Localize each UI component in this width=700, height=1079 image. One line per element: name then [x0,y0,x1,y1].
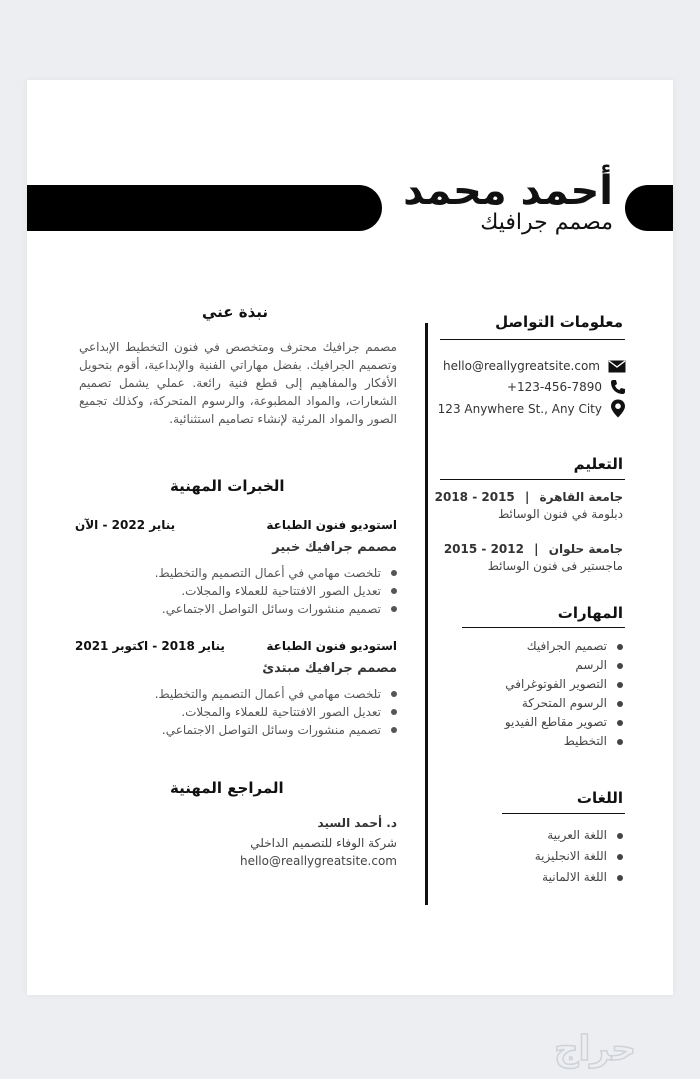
list-item: اللغة الانجليزية [535,846,623,867]
bullet-icon [391,570,397,576]
list-item: تلخصت مهامي في أعمال التصميم والتخطيط. [155,564,397,582]
list-item: اللغة الالمانية [535,867,623,888]
list-item: التصوير الفوتوغرافي [505,675,623,694]
job-1-period: يناير 2022 - الآن [75,518,176,532]
job-1-company: استوديو فنون الطباعة [266,518,397,532]
education-item-2-school: جامعة حلوان [548,542,623,556]
education-item-1-years: 2015 - 2018 [434,490,515,504]
education-item-1-header: جامعة القاهرة | 2015 - 2018 [434,490,623,504]
about-heading: نبذة عني [202,303,269,321]
contact-address: 123 Anywhere St., Any City [437,401,602,416]
references-heading: المراجع المهنية [170,779,284,797]
list-item: تعديل الصور الافتتاحية للعملاء والمجلات. [155,582,397,600]
languages-rule [502,813,625,814]
contact-phone-row [507,379,626,395]
reference-name: د. أحمد السيد [317,816,397,830]
bullet-icon [617,682,623,688]
job-2-tasks [155,685,397,739]
education-item-2-degree: ماجستير فى فنون الوسائط [487,559,623,573]
contact-email[interactable]: hello@reallygreatsite.com [442,359,600,373]
education-rule [440,479,625,480]
header-bar-right [625,185,673,231]
bullet-icon [617,854,623,860]
list-item: تعديل الصور الافتتاحية للعملاء والمجلات. [155,703,397,721]
list-item: الرسوم المتحركة [505,694,623,713]
skills-list [505,637,623,751]
bullet-icon [391,606,397,612]
about-text: مصمم جرافيك محترف ومتخصص في فنون التخطيط الإبداعي وتصميم الجرافيك. بفضل مهاراتي الفنية والإبداعية، أقوم بتحويل الأفكار والمفاهيم إلى قطع فنية رائعة. عملي يشمل تصميم الشعارات، والمواد المطبوعة، والرسوم المتحركة، وكذلك تجميع الصور والمواد المرئية لإنشاء تصاميم استثنائية. [79,340,397,426]
list-item: تصميم منشورات وسائل التواصل الاجتماعي. [155,600,397,618]
list-item: التخطيط [505,732,623,751]
bullet-icon [617,720,623,726]
bullet-icon [391,727,397,733]
phone-icon [610,379,626,395]
education-item-2-header: جامعة حلوان | 2012 - 2015 [443,542,623,556]
contact-email-row [443,359,626,373]
resume-page [27,80,673,995]
job-2-header [75,639,397,653]
bullet-icon [617,833,623,839]
bullet-icon [391,709,397,715]
resume-job-title: مصمم جرافيك [480,210,613,235]
experience-heading: الخبرات المهنية [170,477,285,495]
skills-heading: المهارات [557,604,623,622]
contact-phone[interactable]: +123-456-7890 [506,380,602,394]
job-2-company: استوديو فنون الطباعة [266,639,397,653]
contact-rule [440,339,625,340]
job-1-role: مصمم جرافيك خبير [272,540,397,555]
job-1-tasks [155,564,397,618]
list-item: تصميم منشورات وسائل التواصل الاجتماعي. [155,721,397,739]
contact-address-row [438,399,626,418]
education-item-1-school: جامعة القاهرة [539,490,623,504]
job-2-role: مصمم جرافيك مبتدئ [262,661,397,676]
watermark-text: حراج [554,1029,636,1069]
list-item: تصوير مقاطع الفيديو [505,713,623,732]
reference-email[interactable]: hello@reallygreatsite.com [239,854,397,868]
resume-name: أحمد محمد [403,168,613,214]
reference-company: شركة الوفاء للتصميم الداخلي [250,836,397,850]
skills-rule [462,627,625,628]
list-item: تصميم الجرافيك [505,637,623,656]
bullet-icon [391,588,397,594]
education-heading: التعليم [573,455,623,473]
column-divider [425,323,428,905]
list-item: الرسم [505,656,623,675]
job-2-period: يناير 2018 - اكتوبر 2021 [75,639,225,653]
languages-list [535,825,623,888]
contact-heading: معلومات التواصل [495,313,623,331]
education-item-2-years: 2012 - 2015 [443,542,524,556]
bullet-icon [391,691,397,697]
bullet-icon [617,701,623,707]
languages-heading: اللغات [576,789,623,807]
list-item: اللغة العربية [535,825,623,846]
bullet-icon [617,663,623,669]
job-1-header [75,518,397,532]
envelope-icon [608,360,626,373]
bullet-icon [617,739,623,745]
haraj-watermark-logo [505,1028,685,1070]
list-item: تلخصت مهامي في أعمال التصميم والتخطيط. [155,685,397,703]
education-item-1-degree: دبلومة في فنون الوسائط [498,507,623,521]
header-bar-left [27,185,382,231]
bullet-icon [617,644,623,650]
bullet-icon [617,875,623,881]
location-pin-icon [610,399,626,418]
